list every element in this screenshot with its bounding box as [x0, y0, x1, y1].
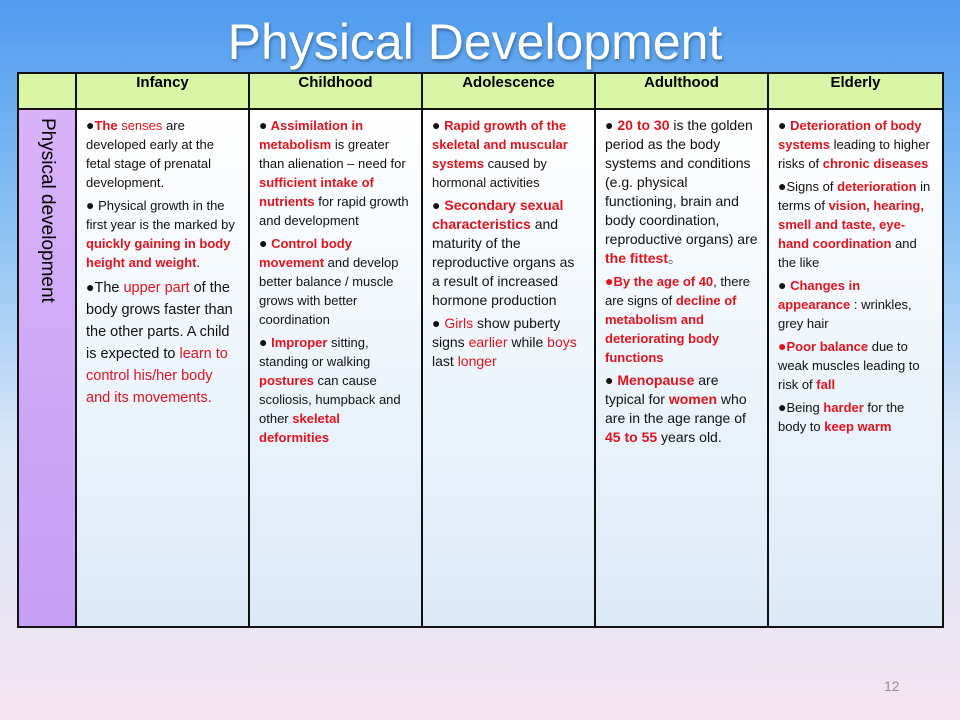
bullet-icon: ●: [778, 178, 787, 194]
corner-cell: [18, 73, 76, 109]
text-run: of the body grows faster than the other parts. A child is expected to: [86, 280, 233, 362]
text-run: caused by hormonal activities: [432, 156, 547, 190]
cell-infancy: [76, 109, 249, 627]
bullet-icon: ●: [778, 338, 787, 354]
text-run: Control body movement: [259, 236, 352, 270]
text-run: upper part: [123, 280, 190, 296]
elderly-point-3: [778, 276, 934, 333]
childhood-point-2: [259, 234, 413, 329]
adulthood-point-1: [605, 116, 759, 268]
text-run: quickly gaining in body height and weight: [86, 236, 231, 270]
elderly-point-5: [778, 398, 934, 436]
text-run: are developed early at the fetal stage of prenatal development.: [86, 118, 214, 190]
text-run: Deterioration of body systems: [778, 118, 922, 152]
text-run: skeletal deformities: [259, 411, 340, 445]
bullet-icon: ●: [778, 399, 787, 415]
text-run: deterioration: [837, 179, 917, 194]
text-run: for the body to: [778, 400, 905, 434]
bullet-icon: ●: [432, 117, 441, 133]
cell-elderly: [768, 109, 943, 627]
elderly-point-1: [778, 116, 934, 173]
column-header-infancy: Infancy: [76, 73, 249, 109]
bullet-icon: ●: [86, 279, 95, 295]
adulthood-point-2: [605, 272, 759, 367]
bullet-icon: ●: [605, 372, 614, 388]
header-row: [18, 73, 943, 109]
cell-adulthood: [595, 109, 768, 627]
column-header-childhood: Childhood: [249, 73, 422, 109]
text-run: Signs of: [786, 179, 838, 194]
bullet-icon: ●: [259, 117, 268, 133]
text-run: 20 to 30: [613, 117, 670, 133]
cell-adolescence: [422, 109, 595, 627]
bullet-icon: ●: [432, 315, 441, 331]
text-run: earlier: [468, 334, 508, 350]
cell-childhood: [249, 109, 422, 627]
bullet-icon: ●: [432, 197, 441, 213]
text-run: decline of metabolism and deteriorating body functions: [605, 293, 737, 365]
page-number: 12: [884, 678, 900, 694]
bullet-icon: ●: [86, 197, 95, 213]
text-run: while: [507, 334, 548, 350]
text-run: in terms of: [778, 179, 931, 213]
infancy-point-3: [86, 276, 240, 409]
text-run: and maturity of the reproductive organs as a result of increased hormone production: [432, 216, 575, 308]
adolescence-point-1: [432, 116, 586, 192]
text-run: fall: [816, 377, 836, 392]
text-run: keep warm: [824, 419, 892, 434]
text-run: is greater than alienation – need for: [259, 137, 406, 171]
text-run: are typical for: [605, 372, 719, 407]
text-run: Physical growth in the first year is the marked by: [86, 198, 235, 232]
text-run: : wrinkles, grey hair: [778, 297, 912, 331]
text-run: Assimilation in metabolism: [259, 118, 364, 152]
text-run: for rapid growth and development: [259, 194, 409, 228]
text-run: 45 to 55: [605, 429, 658, 445]
adolescence-point-3: [432, 314, 586, 371]
text-run: Girls: [440, 315, 474, 331]
bullet-icon: ●: [259, 334, 268, 350]
text-run: sufficient intake of nutrients: [259, 175, 374, 209]
text-run: last: [432, 353, 458, 369]
text-run: is the golden period as the body systems and conditions (e.g. physical functioning, brain and body coordination, reproductive organs) are: [605, 117, 758, 247]
bullet-icon: ●: [778, 117, 787, 133]
text-run: who are in the age range of: [605, 391, 747, 426]
text-run: years old.: [657, 429, 722, 445]
text-run: senses: [117, 118, 163, 133]
text-run: Rapid growth of the skeletal and muscular systems: [432, 118, 568, 171]
column-header-elderly: Elderly: [768, 73, 943, 109]
infancy-point-2: [86, 196, 240, 272]
text-run: Improper: [267, 335, 328, 350]
text-run: The: [94, 280, 124, 296]
adolescence-point-2: [432, 196, 586, 310]
development-table: [17, 72, 944, 628]
column-header-adulthood: Adulthood: [595, 73, 768, 109]
text-run: vision, hearing, smell and taste, eye-hand coordination: [778, 198, 924, 251]
text-run: .: [196, 255, 201, 270]
text-run: learn to control his/her body and its movements.: [86, 346, 228, 406]
text-run: , there are signs of: [605, 274, 751, 308]
row-header: [18, 109, 76, 627]
text-run: 。: [668, 250, 682, 266]
text-run: Menopause: [613, 372, 695, 388]
adulthood-point-3: [605, 371, 759, 447]
bullet-icon: ●: [605, 117, 614, 133]
bullet-icon: ●: [605, 273, 614, 289]
bullet-icon: ●: [86, 117, 95, 133]
body-row: [18, 109, 943, 627]
text-run: women: [668, 391, 718, 407]
text-run: boys: [547, 334, 577, 350]
text-run: The: [94, 118, 118, 133]
text-run: sitting, standing or walking: [259, 335, 371, 369]
text-run: due to weak muscles leading to risk of: [778, 339, 920, 392]
text-run: chronic diseases: [822, 156, 929, 171]
text-run: leading to higher risks of: [778, 137, 930, 171]
text-run: and develop better balance / muscle grows with better coordination: [259, 255, 399, 327]
text-run: Being: [786, 400, 824, 415]
text-run: Poor balance: [786, 339, 869, 354]
text-run: longer: [457, 353, 497, 369]
bullet-icon: ●: [259, 235, 268, 251]
slide-title: Physical Development: [227, 14, 723, 70]
elderly-point-4: [778, 337, 934, 394]
bullet-icon: ●: [778, 277, 787, 293]
text-run: By the age of 40: [613, 274, 714, 289]
column-header-adolescence: Adolescence: [422, 73, 595, 109]
text-run: harder: [823, 400, 864, 415]
elderly-point-2: [778, 177, 934, 272]
text-run: Changes in appearance: [778, 278, 861, 312]
text-run: the fittest: [605, 250, 668, 266]
text-run: Secondary sexual characteristics: [432, 197, 564, 232]
text-run: can cause scoliosis, humpback and other: [259, 373, 401, 426]
childhood-point-1: [259, 116, 413, 230]
row-header-label: Physical development: [37, 118, 58, 303]
text-run: and the like: [778, 236, 917, 270]
childhood-point-3: [259, 333, 413, 447]
infancy-point-1: [86, 116, 240, 192]
text-run: show puberty signs: [432, 315, 561, 350]
text-run: postures: [259, 373, 314, 388]
